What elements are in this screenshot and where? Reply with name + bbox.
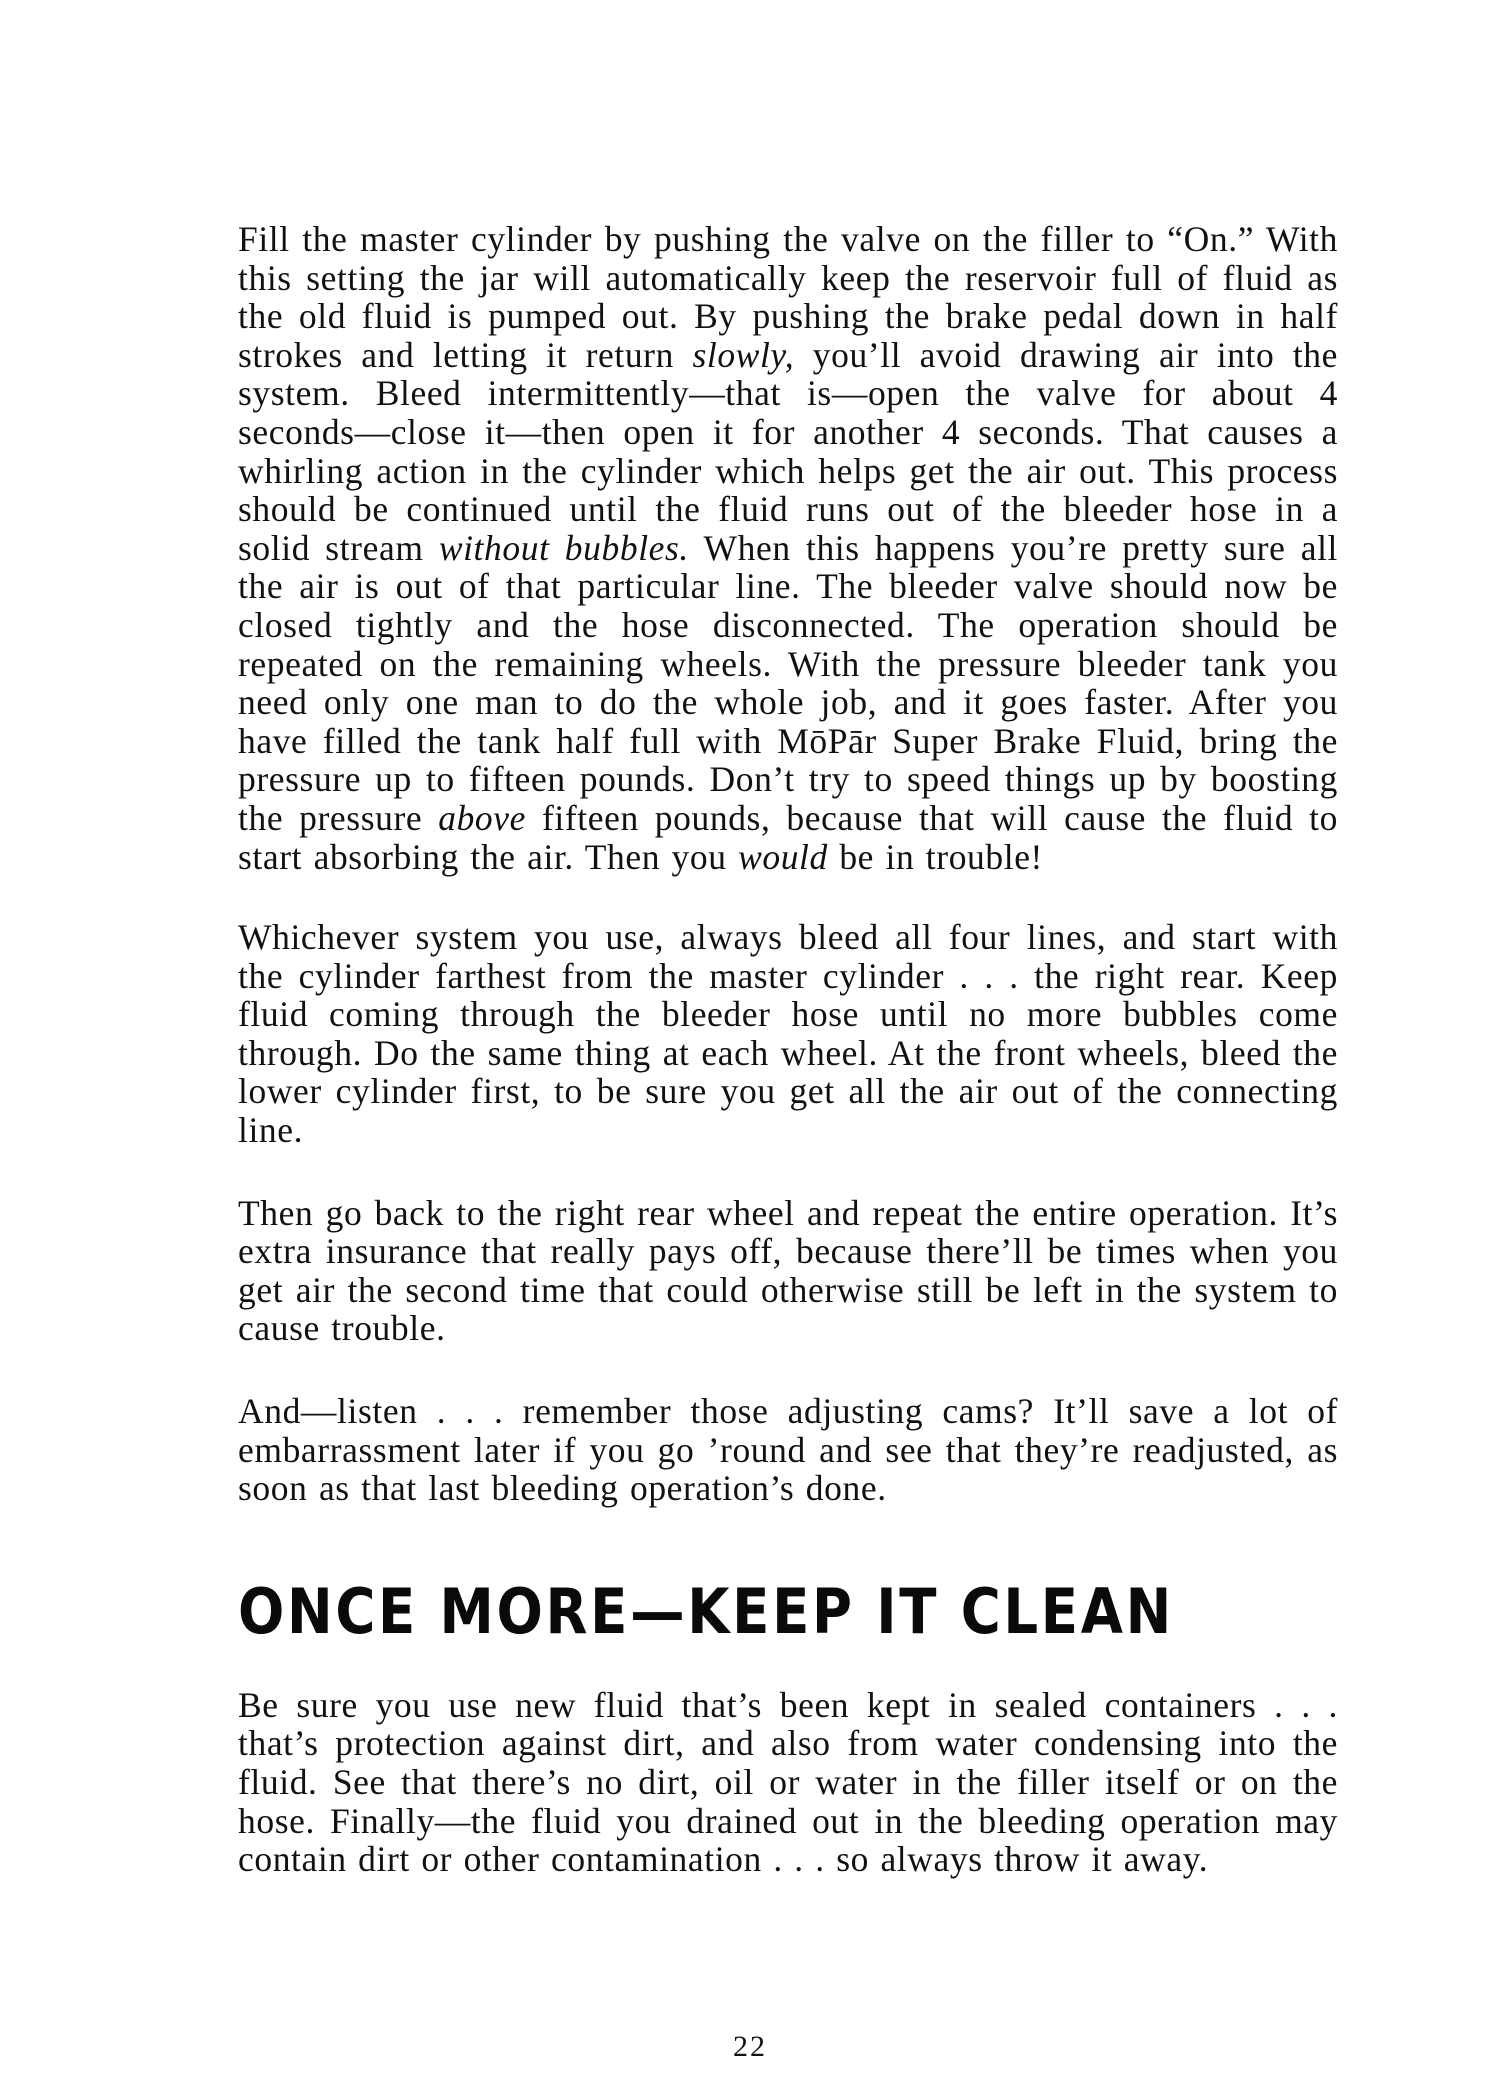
page-number: 22 (733, 2030, 767, 2063)
paragraph-text: you’ll avoid drawing air into the system. Bleed intermittently—that is—open the valve for about 4 seconds—close it—then open it for another 4 seconds. That causes a whirling action in the cylinder which helps get the air out. This process should be continued until the fluid runs out of the bleeder hose in a solid stream (238, 334, 1338, 568)
emphasis-without-bubbles: without bubbles. (438, 527, 689, 568)
paragraph-text: Whichever system you use, always bleed all four lines, and start with the cylinder farthest from the master cylinder . . . the right rear. Keep fluid coming through the bleeder hose until no more bubbles come through. Do the same thing at each wheel. At the front wheels, bleed the lower cylinder first, to be sure you get all the air out of the connecting line. (238, 917, 1338, 1151)
paragraph-text: And—listen . . . remember those adjusting cams? It’ll save a lot of embarrassment later if you go ’round and see that they’re readjusted, as soon as that last bleeding operation’s done. (238, 1391, 1338, 1509)
paragraph-text: Fill the master cylinder by pushing the valve on the filler to “On.” With this setting the jar will automatically keep the reservoir full of fluid as the old fluid is pumped out. By pushing the brake pedal down in half strokes and letting it return (238, 219, 1338, 375)
paragraph-bleed-order (238, 918, 1338, 1150)
section-heading: ONCE MORE—KEEP IT CLEAN (238, 1574, 1174, 1648)
document-page (238, 220, 1338, 1879)
paragraph-text: When this happens you’re pretty sure all the air is out of that particular line. The bleeder valve should now be closed tightly and the hose disconnected. The operation should be repeated on the remaining wheels. With the pressure bleeder tank you need only one man to do the whole job, and it goes faster. After you have filled the tank half full with MōPār Super Brake Fluid, bring the pressure up to fifteen pounds. Don’t try to speed things up by boosting the pressure (238, 527, 1339, 838)
emphasis-would: would (738, 836, 828, 877)
paragraph-repeat-operation (238, 1194, 1338, 1348)
paragraph-keep-clean: Be sure you use new fluid that’s been kept in sealed containers . . . that’s protection against dirt, and also from water condensing into the fluid. See that there’s no dirt, oil or water in the filler itself or on the hose. Finally—the fluid you drained out in the bleeding operation may contain dirt or other contamination . . . so always throw it away. (238, 1684, 1338, 1880)
paragraph-adjusting-cams (238, 1392, 1338, 1508)
emphasis-above: above (438, 797, 526, 838)
emphasis-slowly: slowly, (692, 334, 795, 375)
paragraph-text: be in trouble! (827, 836, 1043, 877)
paragraph-text: Then go back to the right rear wheel and repeat the entire operation. It’s extra insurance that really pays off, because there’ll be times when you get air the second time that could otherwise still be left in the system to cause trouble. (238, 1192, 1338, 1349)
paragraph-text: fifteen pounds, because that will cause the fluid to start absorbing the air. Then you (238, 797, 1338, 877)
paragraph-bleeding-procedure (238, 220, 1338, 876)
